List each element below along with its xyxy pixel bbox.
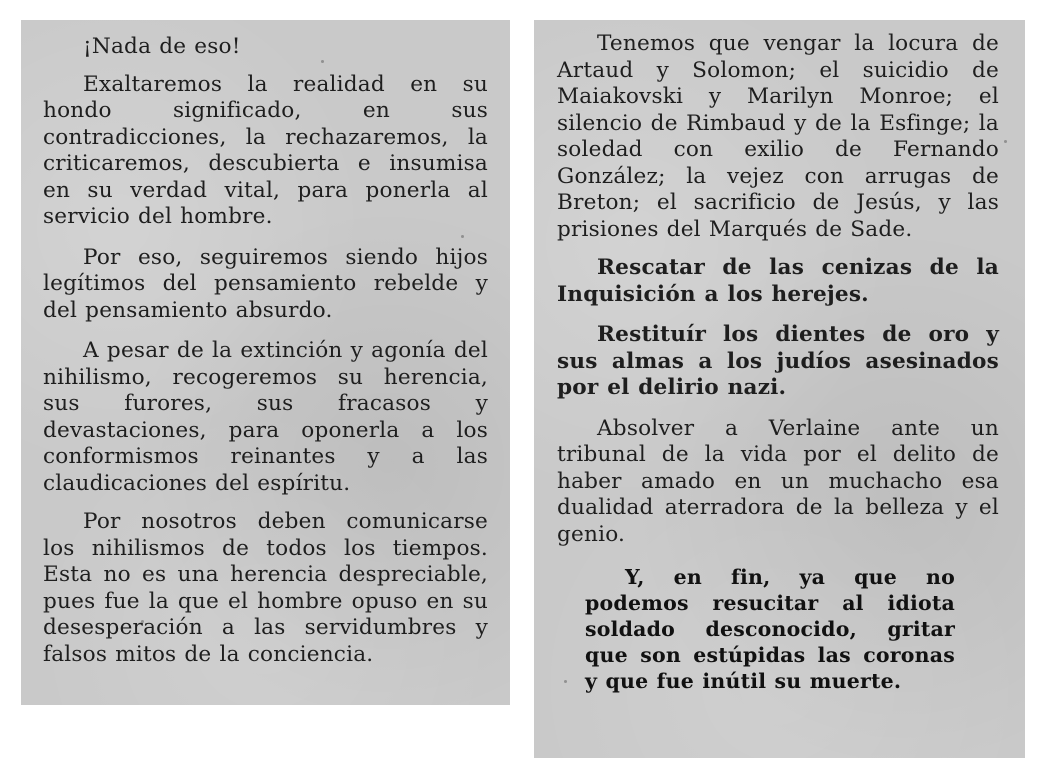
- left-paragraph-3: Por eso, seguiremos siendo hijos legítimos del pensamiento rebelde y del pensamiento absurdo.: [43, 244, 488, 323]
- right-paragraph-5: Y, en fin, ya que no podemos resucitar al idiota soldado desconocido, gritar que son estúpidas las coronas y que fue inútil su muerte.: [585, 565, 955, 693]
- right-paragraph-2: Rescatar de las cenizas de la Inquisición a los herejes.: [557, 255, 999, 307]
- paper-speck: [321, 60, 324, 63]
- right-clipping: [534, 20, 1025, 758]
- paper-speck: [141, 620, 144, 623]
- left-paragraph-5: Por nosotros deben comunicarse los nihilismos de todos los tiempos. Esta no es una herencia despreciable, pues fue la que el hombre opuso en su desesperación a las servidumbres y falsos mitos de la conciencia.: [43, 509, 488, 667]
- paper-speck: [564, 680, 567, 683]
- paper-speck: [461, 235, 464, 238]
- left-paragraph-4: A pesar de la extinción y agonía del nihilismo, recogeremos su herencia, sus furores, sus fracasos y devastaciones, para oponerla a los conformismos reinantes y a las claudicaciones del espíritu.: [43, 338, 488, 496]
- right-paragraph-4: Absolver a Verlaine ante un tribunal de la vida por el delito de haber amado en un muchacho esa dualidad aterradora de la belleza y el genio.: [557, 415, 999, 547]
- paper-speck: [1004, 140, 1007, 143]
- left-paragraph-2: Exaltaremos la realidad en su hondo significado, en sus contradicciones, la rechazaremos, la criticaremos, descubierta e insumisa en su verdad vital, para ponerla al servicio del hombre.: [43, 71, 488, 229]
- left-clipping: [21, 20, 510, 705]
- right-paragraph-1: Tenemos que vengar la locura de Artaud y Solomon; el suicidio de Maiakovski y Marilyn Monroe; el silencio de Rimbaud y de la Esfinge; la soledad con exilio de Fernando González; la vejez con arrugas de Breton; el sacrificio de Jesús, y las prisiones del Marqués de Sade.: [557, 31, 999, 242]
- right-paragraph-3: Restituír los dientes de oro y sus almas a los judíos asesinados por el delirio nazi.: [557, 322, 999, 400]
- left-paragraph-1: ¡Nada de eso!: [83, 34, 241, 59]
